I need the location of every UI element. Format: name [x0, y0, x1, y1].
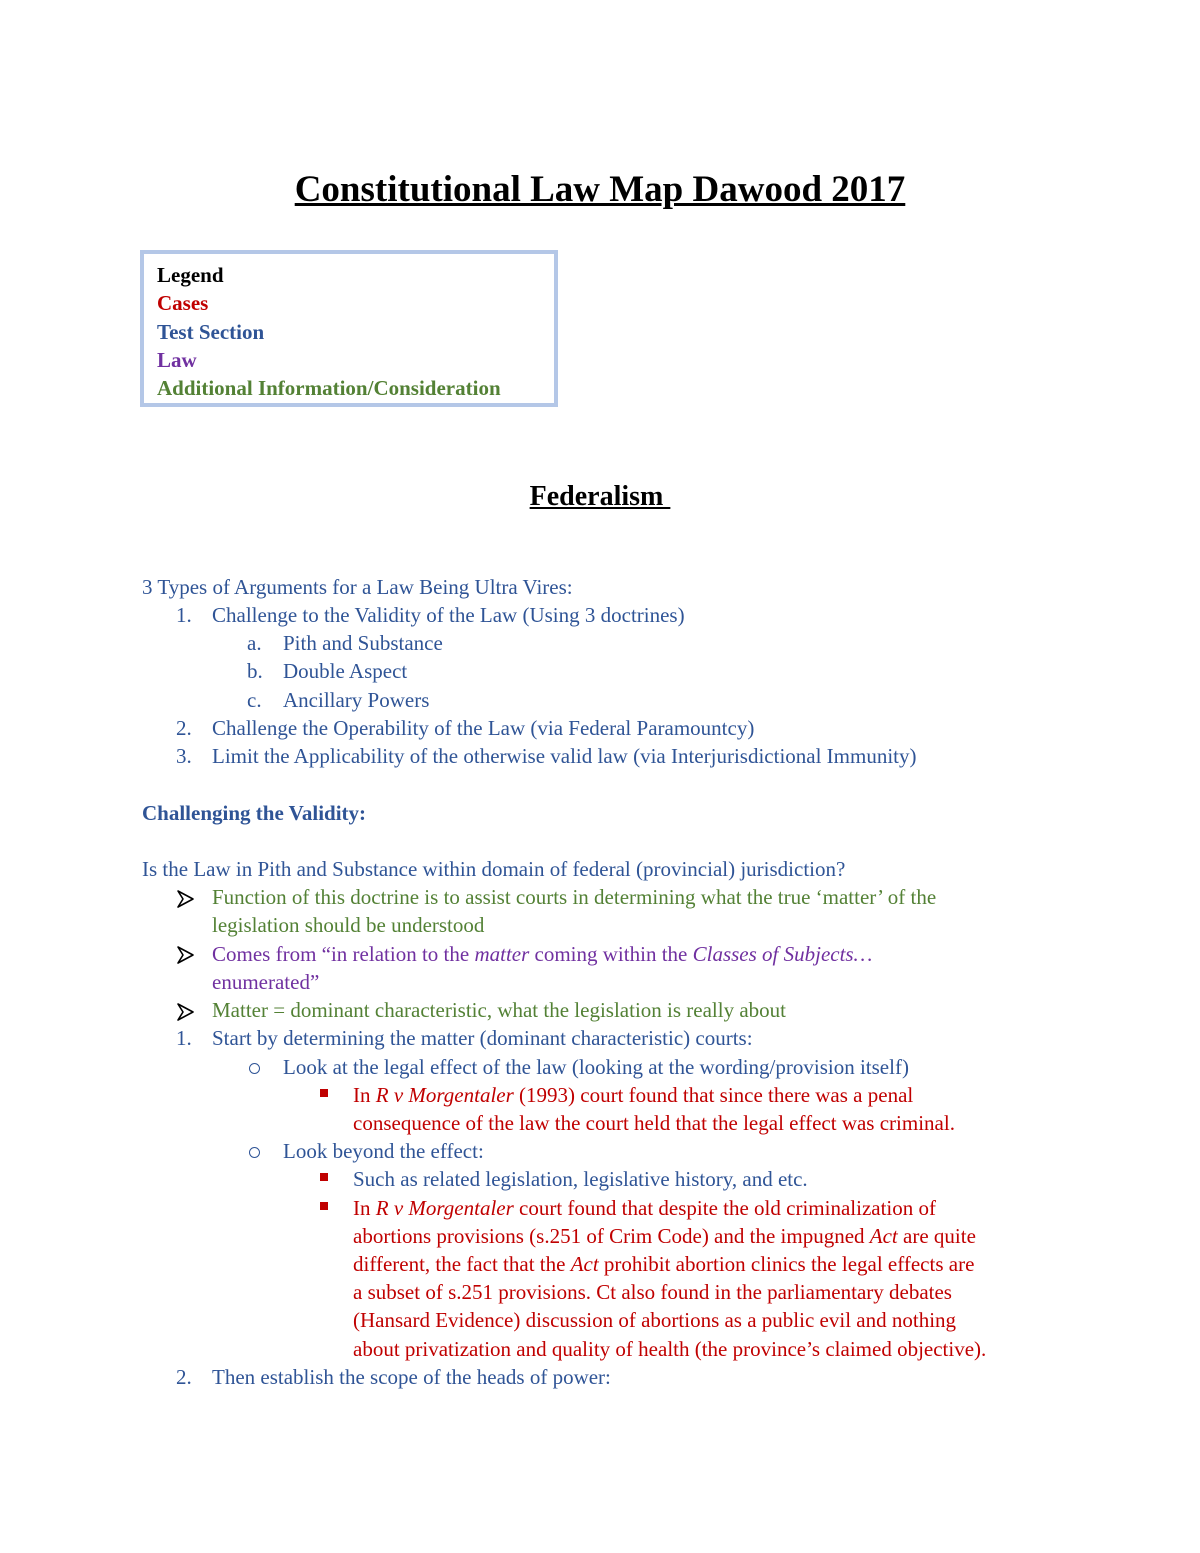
validity-heading: Challenging the Validity:: [142, 801, 367, 825]
list-marker: 3.: [176, 744, 192, 768]
list-item: Challenge to the Validity of the Law (Using 3 doctrines): [212, 603, 685, 627]
arrow-bullet-icon: [176, 1002, 196, 1022]
case-1-line-1: [353, 1081, 913, 1109]
step-2-text: Then establish the scope of the heads of power:: [212, 1365, 611, 1389]
list-marker: c.: [247, 688, 262, 712]
comes-from-line-2: enumerated”: [212, 970, 320, 994]
case-1-name: R v Morgentaler: [375, 1083, 514, 1107]
list-item: Pith and Substance: [283, 631, 443, 655]
sub-1-text: Look at the legal effect of the law (looking at the wording/provision itself): [283, 1055, 909, 1079]
case-1-line-2: consequence of the law the court held that the legal effect was criminal.: [353, 1111, 955, 1135]
case-2-l3-c: prohibit abortion clinics the legal effects are: [598, 1252, 975, 1276]
step-marker: 2.: [176, 1365, 192, 1389]
case-2-a: In: [353, 1196, 376, 1220]
case-2-line-3: [353, 1250, 974, 1278]
case-2-l2-c: are quite: [897, 1224, 976, 1248]
comes-text-matter: matter: [474, 942, 530, 966]
case-2-line-6: about privatization and quality of health (the province’s claimed objective).: [353, 1337, 987, 1361]
step-1-text: Start by determining the matter (dominant characteristic) courts:: [212, 1026, 753, 1050]
circle-bullet-icon: [249, 1063, 260, 1074]
comes-text-a: Comes from “in relation to the: [212, 942, 475, 966]
legend-test-section: Test Section: [157, 319, 265, 344]
question-text: Is the Law in Pith and Substance within domain of federal (provincial) jurisdiction?: [142, 857, 846, 881]
matter-line: Matter = dominant characteristic, what the legislation is really about: [212, 998, 786, 1022]
comes-text-c: coming within the: [529, 942, 693, 966]
list-item: Challenge the Operability of the Law (via Federal Paramountcy): [212, 716, 755, 740]
case-2-line-4: a subset of s.251 provisions. Ct also found in the parliamentary debates: [353, 1280, 952, 1304]
case-2-l3-act: Act: [570, 1252, 599, 1276]
section-title: Federalism: [529, 481, 671, 512]
case-2-name: R v Morgentaler: [375, 1196, 514, 1220]
square-bullet-icon: [320, 1173, 328, 1181]
step-marker: 1.: [176, 1026, 192, 1050]
sub-2-text: Look beyond the effect:: [283, 1139, 484, 1163]
case-2-line-5: (Hansard Evidence) discussion of abortions as a public evil and nothing: [353, 1308, 957, 1332]
case-2-line-1: [353, 1194, 936, 1222]
list-item: Ancillary Powers: [283, 688, 430, 712]
function-line-1: Function of this doctrine is to assist courts in determining what the true ‘matter’ of the: [212, 885, 937, 909]
legend-box: [140, 250, 558, 407]
legend-heading: Legend: [157, 263, 224, 287]
case-2-l2-act: Act: [869, 1224, 898, 1248]
document-title: Constitutional Law Map Dawood 2017: [294, 169, 906, 210]
related-text: Such as related legislation, legislative history, and etc.: [353, 1167, 808, 1191]
arrow-bullet-icon: [176, 945, 196, 965]
list-marker: 1.: [176, 603, 192, 627]
legend-law: Law: [157, 347, 197, 372]
list-item: Limit the Applicability of the otherwise valid law (via Interjurisdictional Immunity): [212, 744, 917, 768]
legend-cases: Cases: [157, 291, 209, 316]
case-2-l2-a: abortions provisions (s.251 of Crim Code) and the impugned: [353, 1224, 870, 1248]
case-2-c: court found that despite the old criminalization of: [513, 1196, 936, 1220]
list-marker: a.: [247, 631, 262, 655]
list-item: Double Aspect: [283, 659, 408, 683]
square-bullet-icon: [320, 1202, 328, 1210]
case-1-c: (1993) court found that since there was a penal: [513, 1083, 914, 1107]
case-1-a: In: [353, 1083, 376, 1107]
list-marker: b.: [247, 659, 263, 683]
list-marker: 2.: [176, 716, 192, 740]
intro-text: 3 Types of Arguments for a Law Being Ultra Vires:: [142, 575, 573, 599]
circle-bullet-icon: [249, 1147, 260, 1158]
case-2-l3-a: different, the fact that the: [353, 1252, 571, 1276]
legend-additional: Additional Information/Consideration: [157, 376, 501, 401]
function-line-2: legislation should be understood: [212, 913, 485, 937]
square-bullet-icon: [320, 1089, 328, 1097]
case-2-line-2: [353, 1222, 976, 1250]
comes-from-line-1: [212, 940, 872, 968]
arrow-bullet-icon: [176, 889, 196, 909]
comes-text-classes: Classes of Subjects…: [692, 942, 873, 966]
